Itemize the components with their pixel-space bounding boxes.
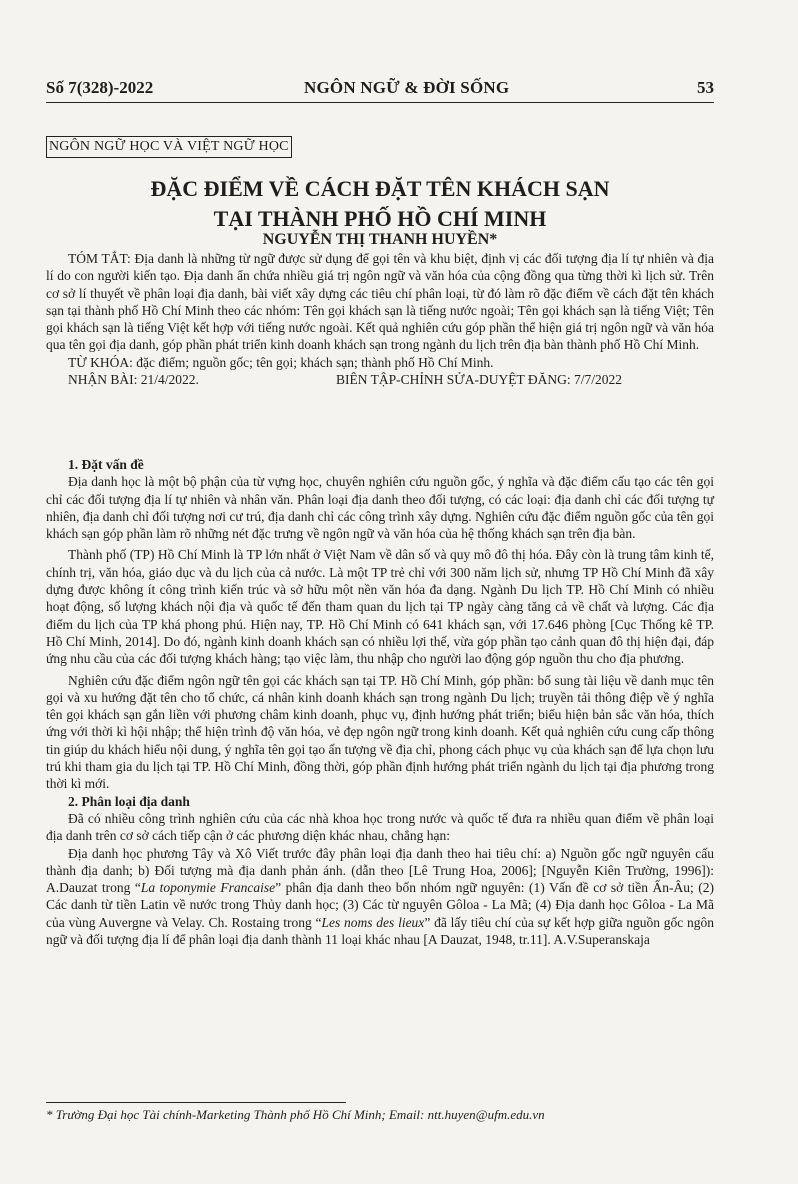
section-label: NGÔN NGỮ HỌC VÀ VIỆT NGỮ HỌC — [46, 136, 292, 158]
italic-title: La toponymie Francaise — [140, 880, 276, 896]
page-number: 53 — [697, 78, 714, 97]
received-date: NHẬN BÀI: 21/4/2022. — [68, 372, 199, 388]
italic-title: Les noms des lieux — [321, 914, 425, 930]
abstract-text: TÓM TẮT: Địa danh là những từ ngữ được sử dụng để gọi tên và khu biệt, định vị các đối tượng địa lí tự nhiên và địa lí do con người kiến tạo. Địa danh ẩn chứa nhiều giá trị ngôn ngữ và văn hóa của cộng đồng qua từng thời kì lịch sử. Trên cơ sở lí thuyết về phân loại địa danh, bài viết xây dựng các tiêu chí phân loại, từ đó làm rõ đặc điểm về cách đặt tên khách sạn tại thành phố Hồ Chí Minh theo các nhóm: Tên gọi khách sạn là tiếng nước ngoài; Tên gọi khách sạn là tiếng Việt; Tên gọi khách sạn là tiếng Việt kết hợp với tiếng nước ngoài. Kết quả nghiên cứu góp phần thể hiện giá trị ngôn ngữ và văn hóa qua tên gọi địa danh, góp phần phát triển kinh doanh khách sạn trong ngành du lịch trên địa bàn thành phố Hồ Chí Minh. — [46, 251, 714, 353]
author-name: NGUYỄN THỊ THANH HUYỀN* — [262, 231, 498, 248]
text-run: ” đã lấy tiêu chí của sự kết hợp giữa nguồn gốc ngôn ngữ và đối tượng địa lí để phân loại địa danh thành 11 loại khác nhau [A Dauzat, 1948, tr.11]. A.V.Superanskaja — [46, 914, 715, 948]
issue-number: Số 7(328)-2022 — [46, 78, 154, 97]
paragraph — [46, 845, 714, 949]
article-title — [46, 174, 714, 234]
article-body — [46, 456, 714, 948]
title-line-2: TẠI THÀNH PHỐ HỒ CHÍ MINH — [213, 206, 547, 231]
abstract-block — [46, 250, 714, 388]
text-run: Địa danh học phương Tây và Xô Viết trước đây phân loại địa danh theo hai tiêu chí: a) Nguồn gốc ngữ nguyên cấu thành địa danh; b) Đối tượng mà địa danh phản ánh. (dẫn theo [Lê Trung Hoa, 2006]; [Nguyễn Kiên Trường, 1996]): A.Dauzat trong “ — [46, 845, 714, 896]
paragraph: Nghiên cứu đặc điểm ngôn ngữ tên gọi các khách sạn tại TP. Hồ Chí Minh, góp phần: bổ sung tài liệu về danh mục tên gọi và xu hướng đặt tên cho tổ chức, cá nhân kinh doanh khách sạn trong ngành Du lịch; truyền tải thông điệp về ý nghĩa tên gọi khách sạn gắn liền với phương châm kinh doanh, phục vụ, định hướng phát triển; biểu hiện bản sắc văn hóa, thích ứng với thời kì hội nhập; thể hiện trình độ văn hóa, vẻ đẹp ngôn ngữ trong kinh doanh. Kết quả nghiên cứu cung cấp thông tin giúp du khách hiểu nội dung, ý nghĩa tên gọi tạo ấn tượng về địa chỉ, phong cách phục vụ của khách sạn để lựa chọn lưu trú khi tham gia du lịch tại TP. Hồ Chí Minh, đồng thời, góp phần định hướng phát triển ngành du lịch tại địa phương trong thời kì mới. — [46, 672, 714, 792]
dates-row — [46, 371, 714, 388]
title-line-1: ĐẶC ĐIỂM VỀ CÁCH ĐẶT TÊN KHÁCH SẠN — [150, 176, 610, 201]
running-header — [46, 78, 714, 103]
journal-name: NGÔN NGỮ & ĐỜI SỐNG — [304, 78, 510, 97]
author-footnote: * Trường Đại học Tài chính-Marketing Thành phố Hồ Chí Minh; Email: ntt.huyen@ufm.edu.vn — [46, 1107, 545, 1122]
paragraph: Đã có nhiều công trình nghiên cứu của các nhà khoa học trong nước và quốc tế đưa ra nhiều quan điểm về phân loại địa danh trên cơ sở cách tiếp cận ở các phương diện khác nhau, chẳng hạn: — [46, 810, 714, 844]
keywords: TỪ KHÓA: đặc điểm; nguồn gốc; tên gọi; khách sạn; thành phố Hồ Chí Minh. — [68, 354, 494, 370]
paragraph: Địa danh học là một bộ phận của từ vựng học, chuyên nghiên cứu nguồn gốc, ý nghĩa và đặc điểm cấu tạo các tên gọi chỉ các đối tượng địa lí tự nhiên và nhân văn. Phân loại địa danh theo đối tượng, có các loại: địa danh chỉ các đối tượng tự nhiên, địa danh chỉ đối tượng nơi cư trú, địa danh chỉ các công trình xây dựng. Nghiên cứu đặc điểm nguồn gốc của tên gọi khách sạn góp phần làm rõ những nét đặc trưng về ngôn ngữ và văn hóa của hệ thống khách sạn trên địa bàn. — [46, 474, 714, 542]
accepted-date: BIÊN TẬP-CHỈNH SỬA-DUYỆT ĐĂNG: 7/7/2022 — [336, 372, 622, 388]
section-heading: 1. Đặt vấn đề — [68, 457, 144, 472]
text-run: ” phân địa danh theo bốn nhóm ngữ nguyên: (1) Vấn đề cơ sở tiền Ấn-Âu; (2) Các danh từ tiền Latin về nước trong Thủy danh học; (3) Các từ nguyên Gôloa - La Mã; (4) Địa danh học Gôloa - La Mã của vùng Auvergne và Velay. Ch. Rostaing trong “ — [46, 880, 715, 930]
footnote-divider — [46, 1102, 346, 1103]
section-heading: 2. Phân loại địa danh — [68, 793, 190, 809]
paragraph: Thành phố (TP) Hồ Chí Minh là TP lớn nhất ở Việt Nam về dân số và quy mô đô thị hóa. Đây còn là trung tâm kinh tế, chính trị, văn hóa, giáo dục và du lịch của cả nước. Là một TP trẻ chỉ với 300 năm lịch sử, nhưng TP Hồ Chí Minh đã xây dựng được không ít công trình kiến trúc và sở hữu một nền văn hóa đa dạng. Ngành Du lịch TP. Hồ Chí Minh có nhiều hoạt động, số lượng khách nội địa và quốc tế đến tham quan du lịch tại TP ngày càng tăng cả về chất và lượng. Các địa điểm du lịch của TP khá phong phú. Hiện nay, TP. Hồ Chí Minh có 641 khách sạn, với 17.646 phòng [Cục Thống kê TP. Hồ Chí Minh, 2014]. Do đó, ngành kinh doanh khách sạn có nhiều lợi thế, vừa góp phần tạo cảnh quan đô thị hiện đại, đáp ứng nhu cầu của các đối tượng khách hàng; tạo việc làm, thu nhập cho người lao động góp nguồn thu cho địa phương. — [46, 547, 714, 667]
